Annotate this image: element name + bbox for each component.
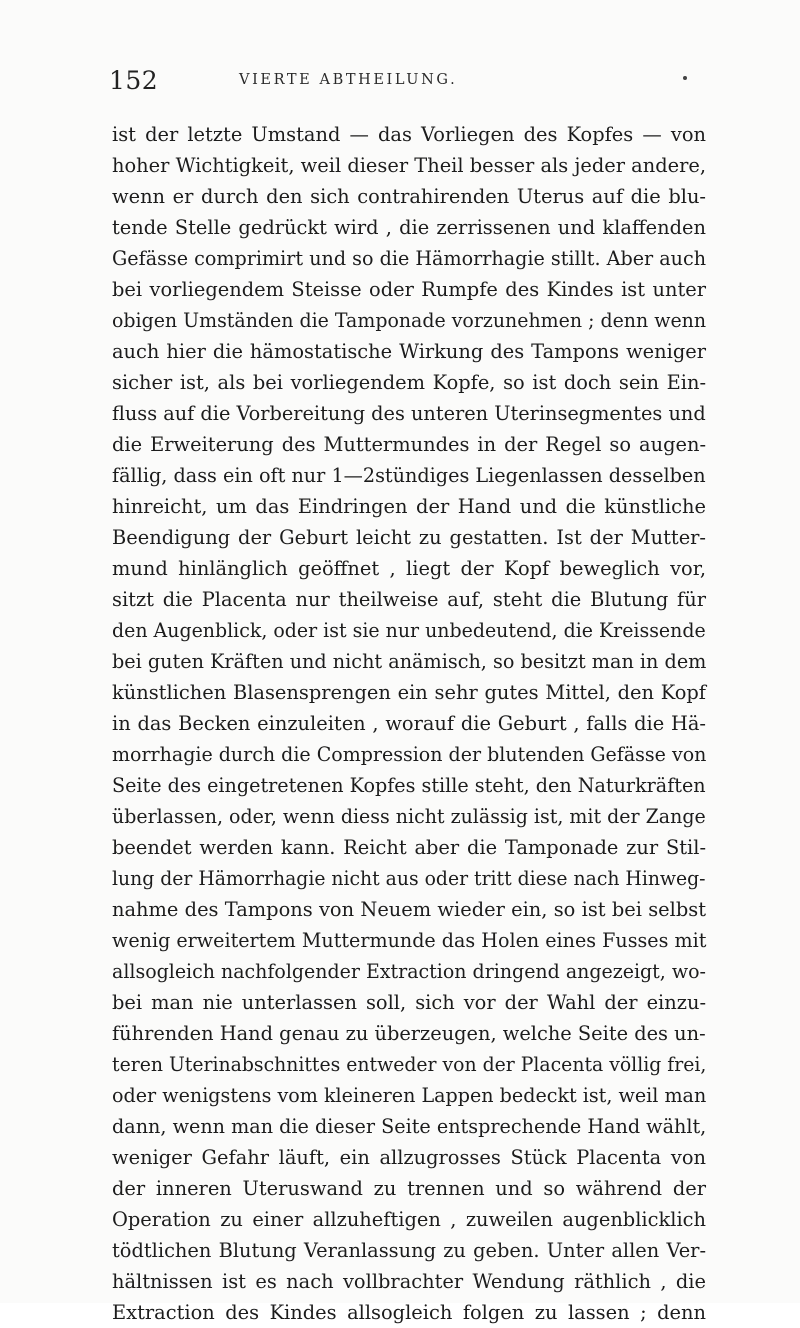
text-line: auch hier die hämostatische Wirkung des Tampons weniger: [112, 340, 706, 363]
text-line: Beendigung der Geburt leicht zu gestatten. Ist der Mutter-: [112, 526, 706, 549]
text-line: dann, wenn man die dieser Seite entsprechende Hand wählt,: [112, 1115, 707, 1138]
text-line: fällig, dass ein oft nur 1—2stündiges Liegenlassen desselben: [112, 464, 706, 487]
text-line: fluss auf die Vorbereitung des unteren Uterinsegmentes und: [112, 402, 706, 425]
text-line: hältnissen ist es nach vollbrachter Wendung räthlich , die: [112, 1270, 706, 1293]
page-number: 152: [109, 66, 159, 95]
text-line: nahme des Tampons von Neuem wieder ein, so ist bei selbst: [112, 898, 706, 921]
text-line: mund hinlänglich geöffnet , liegt der Kopf beweglich vor,: [112, 557, 706, 580]
text-line: überlassen, oder, wenn diess nicht zulässig ist, mit der Zange: [112, 805, 706, 828]
text-line: tende Stelle gedrückt wird , die zerrissenen und klaffenden: [112, 216, 706, 239]
text-line: wenn er durch den sich contrahirenden Uterus auf die blu-: [112, 185, 706, 208]
text-line: Operation zu einer allzuheftigen , zuweilen augenblicklich: [112, 1208, 706, 1231]
text-line: Gefässe comprimirt und so die Hämorrhagie stillt. Aber auch: [112, 247, 707, 270]
text-line: teren Uterinabschnittes entweder von der Placenta völlig frei,: [112, 1053, 707, 1076]
text-line: bei guten Kräften und nicht anämisch, so besitzt man in dem: [112, 650, 707, 673]
text-line: führenden Hand genau zu überzeugen, welche Seite des un-: [112, 1022, 706, 1045]
text-line: sicher ist, als bei vorliegendem Kopfe, so ist doch sein Ein-: [112, 371, 706, 394]
body-text: [112, 119, 706, 1328]
text-line: sitzt die Placenta nur theilweise auf, steht die Blutung für: [112, 588, 706, 611]
text-line: obigen Umständen die Tamponade vorzunehmen ; denn wenn: [112, 309, 707, 332]
text-line: lung der Hämorrhagie nicht aus oder tritt diese nach Hinweg-: [112, 867, 706, 890]
text-line: beendet werden kann. Reicht aber die Tamponade zur Stil-: [112, 836, 706, 859]
text-line: allsogleich nachfolgender Extraction dringend angezeigt, wo-: [112, 960, 706, 983]
print-speck: [683, 76, 687, 80]
text-line: künstlichen Blasensprengen ein sehr gutes Mittel, den Kopf: [112, 681, 706, 704]
text-line: der inneren Uteruswand zu trennen und so während der: [112, 1177, 706, 1200]
text-line: tödtlichen Blutung Veranlassung zu geben. Unter allen Ver-: [112, 1239, 706, 1262]
text-line: den Augenblick, oder ist sie nur unbedeutend, die Kreissende: [112, 619, 706, 642]
text-line: morrhagie durch die Compression der blutenden Gefässe von: [112, 743, 707, 766]
running-head: VIERTE ABTHEILUNG.: [239, 72, 458, 88]
text-line: die Erweiterung des Muttermundes in der Regel so augen-: [112, 433, 706, 456]
text-line: bei man nie unterlassen soll, sich vor der Wahl der einzu-: [112, 991, 706, 1014]
text-line: in das Becken einzuleiten , worauf die Geburt , falls die Hä-: [112, 712, 706, 735]
text-line: hinreicht, um das Eindringen der Hand und die künstliche: [112, 495, 706, 518]
text-line: ist der letzte Umstand — das Vorliegen des Kopfes — von: [112, 123, 706, 146]
page-header: [109, 66, 709, 96]
text-line: weniger Gefahr läuft, ein allzugrosses Stück Placenta von: [112, 1146, 706, 1169]
text-line: bei vorliegendem Steisse oder Rumpfe des Kindes ist unter: [112, 278, 706, 301]
text-line: hoher Wichtigkeit, weil dieser Theil besser als jeder andere,: [112, 154, 706, 177]
text-line: Extraction des Kindes allsogleich folgen zu lassen ; denn: [112, 1301, 706, 1324]
text-line: Seite des eingetretenen Kopfes stille steht, den Naturkräften: [112, 774, 706, 797]
text-line: oder wenigstens vom kleineren Lappen bedeckt ist, weil man: [112, 1084, 707, 1107]
text-line: wenig erweitertem Muttermunde das Holen eines Fusses mit: [112, 929, 707, 952]
